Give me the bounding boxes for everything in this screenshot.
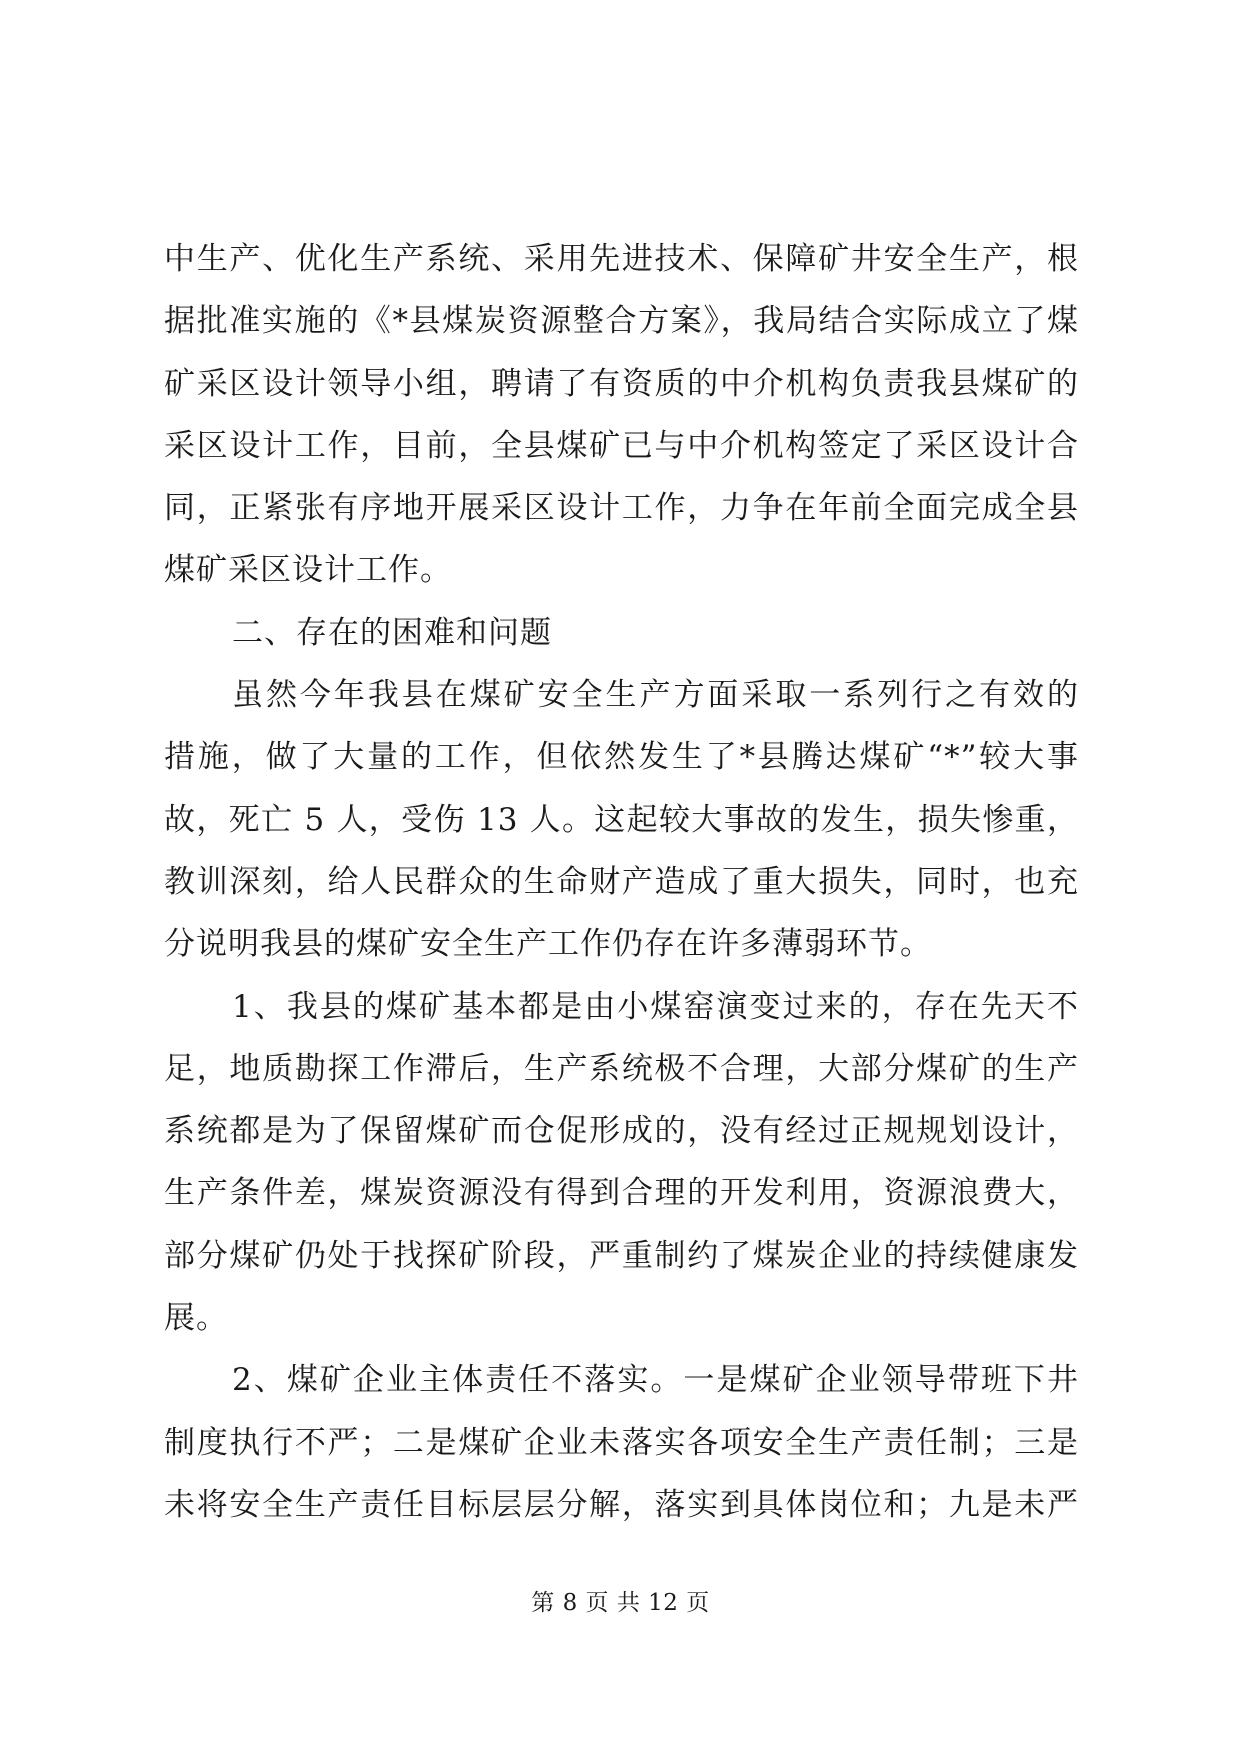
- text-line: 系统都是为了保留煤矿而仓促形成的，没有经过正规规划设计，: [164, 1113, 1079, 1150]
- text-line: 生产条件差，煤炭资源没有得到合理的开发利用，资源浪费大，: [164, 1175, 1079, 1212]
- section-heading: 二、存在的困难和问题: [232, 614, 552, 651]
- text-line: 矿采区设计领导小组，聘请了有资质的中介机构负责我县煤矿的: [164, 365, 1079, 402]
- text-line: 故，死亡 5 人，受伤 13 人。这起较大事故的发生，损失惨重，: [164, 801, 1079, 838]
- body-text: [164, 228, 1079, 1536]
- text-line: 中生产、优化生产系统、采用先进技术、保障矿井安全生产，根: [164, 241, 1079, 277]
- text-line: 同，正紧张有序地开展采区设计工作，力争在年前全面完成全县: [164, 490, 1079, 527]
- text-line: 制度执行不严；二是煤矿企业未落实各项安全生产责任制；三是: [164, 1424, 1079, 1461]
- text-line: 煤矿采区设计工作。: [164, 552, 452, 589]
- text-line: 部分煤矿仍处于找探矿阶段，严重制约了煤炭企业的持续健康发: [164, 1237, 1079, 1274]
- page-number-footer: 第 8 页 共 12 页: [531, 1590, 710, 1616]
- text-line: 采区设计工作，目前，全县煤矿已与中介机构签定了采区设计合: [164, 427, 1079, 464]
- text-line: 教训深刻，给人民群众的生命财产造成了重大损失，同时，也充: [164, 863, 1079, 900]
- text-line: 1、我县的煤矿基本都是由小煤窑演变过来的，存在先天不: [232, 988, 1079, 1025]
- text-line: 未将安全生产责任目标层层分解，落实到具体岗位和；九是未严: [164, 1486, 1079, 1523]
- text-line: 分说明我县的煤矿安全生产工作仍存在许多薄弱环节。: [164, 926, 932, 963]
- text-line: 据批准实施的《*县煤炭资源整合方案》，我局结合实际成立了煤: [164, 303, 1079, 340]
- text-line: 2、煤矿企业主体责任不落实。一是煤矿企业领导带班下井: [232, 1362, 1079, 1399]
- text-line: 措施，做了大量的工作，但依然发生了*县腾达煤矿“*”较大事: [164, 739, 1079, 776]
- text-line: 展。: [164, 1300, 228, 1337]
- text-line: 虽然今年我县在煤矿安全生产方面采取一系列行之有效的: [232, 677, 1079, 714]
- text-line: 足，地质勘探工作滞后，生产系统极不合理，大部分煤矿的生产: [164, 1050, 1079, 1087]
